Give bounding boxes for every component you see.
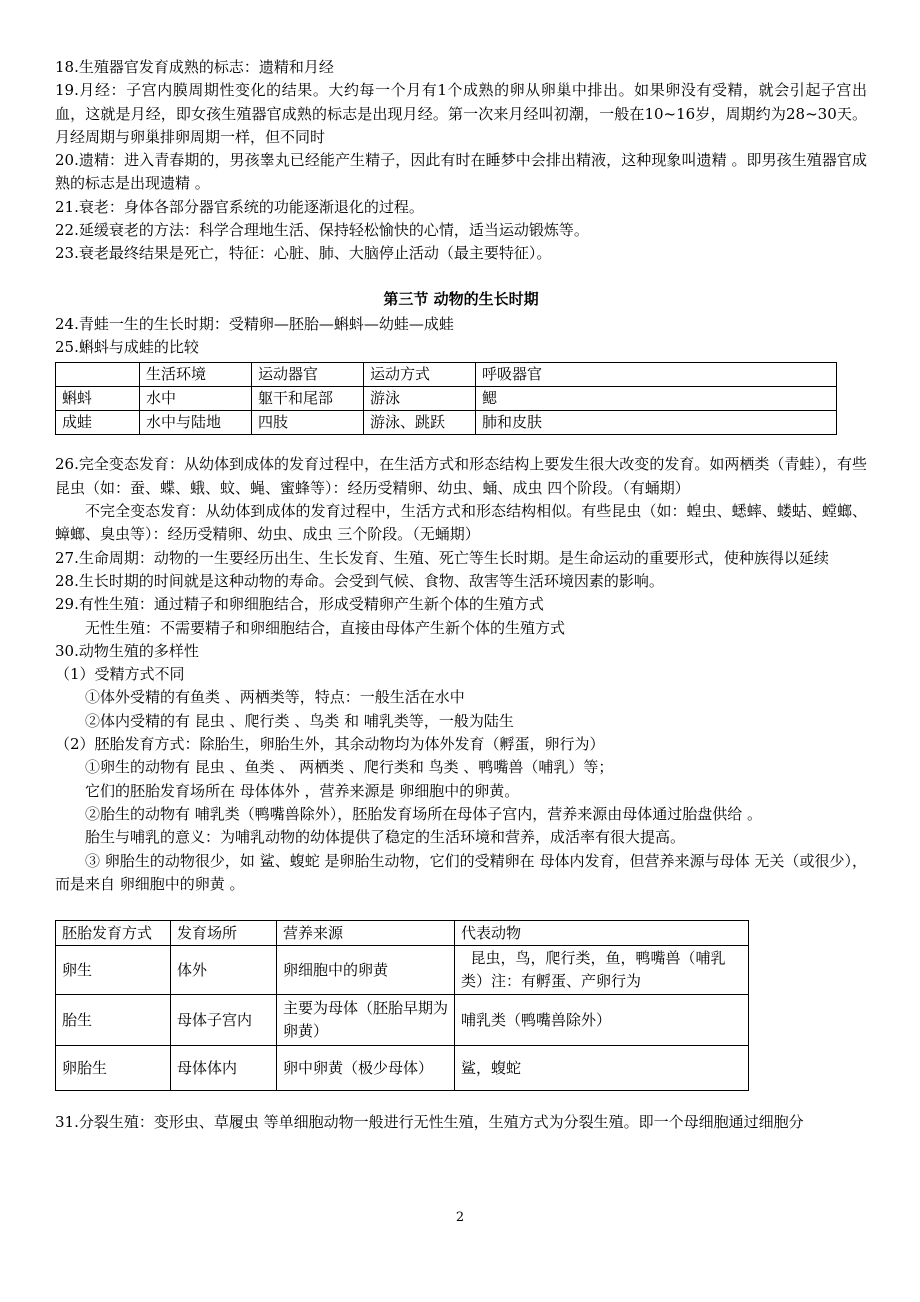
table-row (56, 946, 749, 995)
item-30-2a: ①卵生的动物有 昆虫 、鱼类 、 两栖类 、爬行类和 鸟类 、鸭嘴兽（哺乳）等； (85, 758, 614, 777)
table-header-cell: 运动器官 (252, 362, 364, 386)
item-30-2b: ②胎生的动物有 哺乳类（鸭嘴兽除外），胚胎发育场所在母体子宫内，营养来源由母体通过胎盘供给 。 (85, 804, 763, 823)
page-number: 2 (455, 1210, 465, 1225)
item-26-incomplete: 不完全变态发育：从幼体到成体的发育过程中，生活方式和形态结构相似。有些昆虫（如：蝗虫、蟋蟀、蝼蛄、螳螂、蟑螂、臭虫等）：经历受精卵、幼虫、成虫 三个阶段。（无蛹期） (55, 502, 867, 544)
item-25: 25.蝌蚪与成蛙的比较 (55, 338, 199, 357)
table-cell: 昆虫，鸟，爬行类，鱼，鸭嘴兽（哺乳类）注：有孵蛋、产卵行为 (455, 946, 749, 995)
table-cell: 哺乳类（鸭嘴兽除外） (455, 995, 749, 1046)
table-header-cell: 生活环境 (140, 362, 252, 386)
item-30-2a-detail: 它们的胚胎发育场所在 母体体外 ，营养来源是 卵细胞中的卵黄。 (85, 781, 520, 800)
table-cell: 肺和皮肤 (476, 411, 837, 435)
item-20: 20.遗精：进入青春期的，男孩睾丸已经能产生精子，因此有时在睡梦中会排出精液，这种现象叫遗精 。即男孩生殖器官成熟的标志是出现遗精 。 (55, 151, 867, 193)
table-cell: 水中 (140, 386, 252, 410)
table-cell: 卵细胞中的卵黄 (277, 946, 455, 995)
item-29-asexual: 无性生殖：不需要精子和卵细胞结合，直接由母体产生新个体的生殖方式 (85, 618, 566, 637)
embryo-development-table (55, 920, 749, 1091)
table-cell: 母体子宫内 (171, 995, 277, 1046)
table-cell: 体外 (171, 946, 277, 995)
item-30-1a: ①体外受精的有鱼类 、两栖类等，特点：一般生活在水中 (85, 688, 465, 707)
table-cell: 水中与陆地 (140, 411, 252, 435)
item-29-sexual: 29.有性生殖：通过精子和卵细胞结合，形成受精卵产生新个体的生殖方式 (55, 595, 544, 614)
table-header-row (56, 921, 749, 946)
item-23: 23.衰老最终结果是死亡，特征：心脏、肺、大脑停止活动（最主要特征）。 (55, 244, 552, 263)
item-22: 22.延缓衰老的方法：科学合理地生活、保持轻松愉快的心情，适当运动锻炼等。 (55, 221, 589, 240)
item-28: 28.生长时期的时间就是这种动物的寿命。会受到气候、食物、敌害等生活环境因素的影响。 (55, 571, 664, 590)
table-cell: 游泳、跳跃 (364, 411, 476, 435)
item-30: 30.动物生殖的多样性 (55, 641, 199, 660)
table-header-cell: 发育场所 (171, 921, 277, 946)
section-title: 第三节 动物的生长时期 (383, 289, 539, 308)
table-header-cell: 代表动物 (455, 921, 749, 946)
item-19: 19.月经：子宫内膜周期性变化的结果。大约每一个月有1个成熟的卵从卵巢中排出。如果卵没有受精，就会引起子宫出血，这就是月经，即女孩生殖器官成熟的标志是出现月经。第一次来月经叫初潮，一般在10~16岁，周期约为28~30天。月经周期与卵巢排卵周期一样，但不同时 (55, 81, 867, 146)
table-cell: 主要为母体（胚胎早期为卵黄） (277, 995, 455, 1046)
table-cell: 卵生 (56, 946, 171, 995)
table-cell: 鲨，蝮蛇 (455, 1046, 749, 1091)
table-cell: 成蛙 (56, 411, 140, 435)
table-row (56, 995, 749, 1046)
item-27: 27.生命周期：动物的一生要经历出生、生长发育、生殖、死亡等生长时期。是生命运动的重要形式，使种族得以延续 (55, 548, 829, 567)
document-body (55, 56, 867, 1134)
table-cell: 胎生 (56, 995, 171, 1046)
item-30-1: （1）受精方式不同 (55, 665, 185, 684)
item-21: 21.衰老：身体各部分器官系统的功能逐渐退化的过程。 (55, 197, 424, 216)
table-cell: 蝌蚪 (56, 386, 140, 410)
table-row (56, 386, 837, 410)
table-row (56, 411, 837, 435)
tadpole-frog-table (55, 362, 837, 436)
item-30-2: （2）胚胎发育方式：除胎生，卵胎生外，其余动物均为体外发育（孵蛋，卵行为） (55, 735, 605, 754)
table-cell: 卵胎生 (56, 1046, 171, 1091)
table-cell: 躯干和尾部 (252, 386, 364, 410)
table-header-cell: 运动方式 (364, 362, 476, 386)
table-cell: 鳃 (476, 386, 837, 410)
table-header-cell: 营养来源 (277, 921, 455, 946)
item-26-complete: 26.完全变态发育：从幼体到成体的发育过程中，在生活方式和形态结构上要发生很大改变的发育。如两栖类（青蛙），有些昆虫（如：蚕、蝶、蛾、蚊、蝇、蜜蜂等）：经历受精卵、幼虫、蛹、成虫 四个阶段。（有蛹期） (55, 455, 867, 497)
table-cell: 卵中卵黄（极少母体） (277, 1046, 455, 1091)
table-cell: 母体体内 (171, 1046, 277, 1091)
item-30-1b: ②体内受精的有 昆虫 、爬行类 、鸟类 和 哺乳类等，一般为陆生 (85, 711, 514, 730)
table-cell: 四肢 (252, 411, 364, 435)
table-cell: 游泳 (364, 386, 476, 410)
table-header-cell (56, 362, 140, 386)
table-row (56, 1046, 749, 1091)
item-18: 18.生殖器官发育成熟的标志：遗精和月经 (55, 58, 334, 76)
item-30-2b-meaning: 胎生与哺乳的意义：为哺乳动物的幼体提供了稳定的生活环境和营养，成活率有很大提高。 (85, 828, 686, 847)
table-header-cell: 呼吸器官 (476, 362, 837, 386)
table-header-cell: 胚胎发育方式 (56, 921, 171, 946)
item-30-2c: ③ 卵胎生的动物很少，如 鲨、蝮蛇 是卵胎生动物，它们的受精卵在 母体内发育，但营养来源与母体 无关（或很少），而是来自 卵细胞中的卵黄 。 (55, 851, 867, 893)
item-24: 24.青蛙一生的生长时期：受精卵—胚胎—蝌蚪—幼蛙—成蛙 (55, 314, 454, 333)
table-header-row (56, 362, 837, 386)
item-31: 31.分裂生殖：变形虫、草履虫 等单细胞动物一般进行无性生殖，生殖方式为分裂生殖。即一个母细胞通过细胞分 (55, 1113, 804, 1132)
